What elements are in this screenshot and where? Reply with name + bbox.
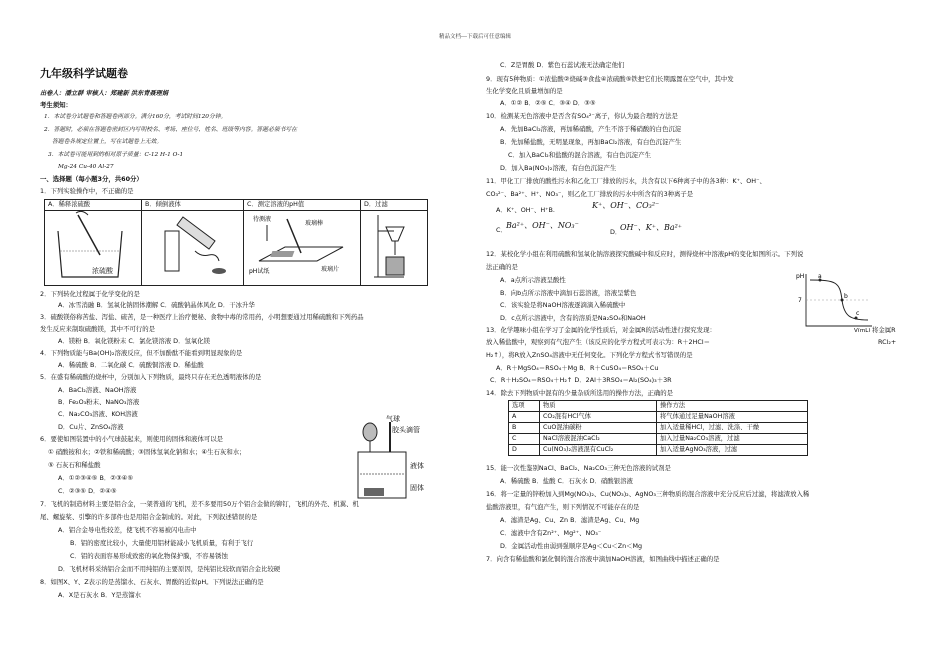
cell-substance: Cu(NO₃)₂溶液混有CuCl₂ bbox=[540, 445, 657, 456]
q6-stem: 6．要使如图装置中的小气球鼓起来，则使用的固体和液体可以是 bbox=[40, 435, 224, 443]
label-balloon: 气球 bbox=[386, 415, 400, 423]
q16-stem-a: 16．将一定量的锌粉加入到Mg(NO₃)₂、Cu(NO₃)₂、AgNO₃三种物质的混合溶液中充分反应后过滤，将滤渣放入稀 bbox=[486, 490, 810, 498]
table-row bbox=[509, 434, 808, 445]
notice-3b: Mg-24 Cu-40 Al-27 bbox=[58, 164, 114, 170]
q13-stem-a: 13．化学趣味小组在学习了金属的化学性质后，对金属R的活动性进行探究发现： bbox=[486, 326, 716, 334]
q14-stem: 14．除去下列物质中混有的少量杂质所选用的操作方法，正确的是 bbox=[486, 389, 674, 397]
q2-options: A．冰雪消融 B．氢氧化钠固体潮解 C．硫酸钠晶体风化 D．干冰升华 bbox=[58, 301, 255, 309]
q5-stem: 5．在盛有稀硫酸的烧杯中，分别加入下列物质，最终只存在无色透明液体的是 bbox=[40, 373, 262, 381]
cell-method: 将气体通过足量NaOH溶液 bbox=[657, 412, 808, 423]
ph-curve-graph bbox=[796, 270, 876, 332]
q13-stem-b: 放入稀盐酸中，观察到有气泡产生（该反应的化学方程式可表示为：R＋2HCl＝ bbox=[486, 338, 711, 346]
table-row bbox=[509, 412, 808, 423]
q17-stem: 7．向含有稀盐酸和氯化铜的混合溶液中滴加NaOH溶液，如图曲线中描述正确的是 bbox=[486, 555, 720, 563]
q12-option-d: D．c点所示溶液中，含有的溶质是Na₂SO₄和NaOH bbox=[500, 314, 646, 322]
q13-options-ab: A．R＋MgSO₄＝RSO₄＋Mg B．R＋CuSO₄＝RSO₄＋Cu bbox=[496, 364, 659, 372]
q12-option-b: B．向b点所示溶液中滴加石蕊溶液，溶液呈紫色 bbox=[500, 289, 637, 297]
q16-stem-b: 盐酸溶液里，有气泡产生，则下列情况不可能存在的是 bbox=[486, 503, 640, 511]
q9-stem-a: 9．现有5种物质：①浓盐酸②烧碱③食盐④浓硫酸⑤铁把它们长期露置在空气中，其中发 bbox=[486, 75, 734, 83]
q1-fig-c bbox=[244, 211, 361, 286]
exam-title: 九年级科学试题卷 bbox=[40, 67, 128, 80]
cell-substance: NaCl溶液混油CaCl₂ bbox=[540, 434, 657, 445]
q6-choices-1: ① 硝酸铵和水；②铁和稀硫酸；③固体氢氧化钠和水；④生石灰和水； bbox=[48, 448, 246, 456]
q3-stem-b: 发生反应来制取硫酸镁，其中不可行的是 bbox=[40, 325, 156, 333]
q8-options-2: C．Z是胃酸 D．紫色石蕊试液无法确定他们 bbox=[500, 61, 625, 69]
th-option: 选项 bbox=[509, 401, 540, 412]
page-header: 精品文档---下载后可任意编辑 bbox=[439, 34, 511, 40]
q1-cell-c: C．测定溶液的pH值 bbox=[244, 200, 361, 211]
q5-option-b: B．Fe₂O₃粉末、NaNO₃溶液 bbox=[58, 398, 140, 406]
q1-fig-d bbox=[361, 211, 428, 286]
cell-option: A bbox=[509, 412, 540, 423]
cell-substance: CuO混油碳粉 bbox=[540, 423, 657, 434]
q10-option-c: C．加入BaCl₂和盐酸的混合溶液，有白色沉淀产生 bbox=[508, 151, 651, 159]
y-mark-7: 7 bbox=[798, 297, 802, 304]
q15-options: A．稀硫酸 B．盐酸 C．石灰水 D．硝酸银溶液 bbox=[500, 477, 633, 485]
label-solid: 固体 bbox=[410, 484, 424, 492]
cell-substance: CO₂混有HCl气体 bbox=[540, 412, 657, 423]
notice-2b: 答题卷各规定位置上，写在试题卷上无效。 bbox=[52, 139, 163, 145]
beaker-dilution-illustration bbox=[48, 211, 138, 281]
q1-cell-d: D．过滤 bbox=[361, 200, 428, 211]
label-conc-sulfuric: 浓硫酸 bbox=[92, 267, 113, 275]
table-row bbox=[509, 423, 808, 434]
q7-stem-b: 尾、螺旋桨、引擎的许多部件也是用铝合金制成的。对此，下列叙述错误的是 bbox=[40, 513, 258, 521]
notice-3: 3．本试卷可能用到的相对原子质量：C-12 H-1 O-1 bbox=[48, 152, 184, 158]
author-line: 出卷人：潘立群 审核人：郑建新 洪东青聂理娟 bbox=[40, 90, 169, 97]
q11-option-d-label: D． bbox=[610, 228, 622, 236]
th-method: 操作方法 bbox=[657, 401, 808, 412]
q3-options: A．镁粉 B．氧化镁粉末 C．氯化镁溶液 D．氢氧化镁 bbox=[58, 337, 211, 345]
q10-option-b: B．先加稀盐酸，无明显现象，再加BaCl₂溶液，有白色沉淀产生 bbox=[500, 138, 682, 146]
q15-stem: 15．能一次性鉴别NaCl、BaCl₂、Na₂CO₃三种无色溶液的试剂是 bbox=[486, 464, 671, 472]
q16-option-c: C．滤液中含有Zn²⁺、Mg²⁺、NO₃⁻ bbox=[500, 529, 602, 537]
q5-option-a: A．BaCl₂溶液、NaOH溶液 bbox=[58, 386, 137, 394]
cell-option: D bbox=[509, 445, 540, 456]
q16-options-ab: A．滤渣是Ag、Cu、Zn B．滤渣是Ag、Cu、Mg bbox=[500, 516, 640, 524]
q1-cell-b: B．倾倒液体 bbox=[142, 200, 244, 211]
q11-stem-a: 11．甲化工厂排放的酸性污水和乙化工厂排放的污水，共含有以下6种离子中的各3种：K⁺、OH⁻、 bbox=[486, 177, 766, 185]
cell-method: 加入适量AgNO₃溶液，过滤 bbox=[657, 445, 808, 456]
q14-table bbox=[508, 400, 808, 456]
q6-options-2: C．②③⑤ D．②④⑤ bbox=[58, 487, 117, 495]
q11-option-c-label: C． bbox=[496, 226, 507, 234]
cell-method: 加入适量稀HCl，过滤、洗涤、干燥 bbox=[657, 423, 808, 434]
notice-heading: 考生须知： bbox=[40, 101, 72, 109]
q13-stem-c: H₂↑），将R放入ZnSO₄溶液中无任何变化。下列化学方程式书写错误的是 bbox=[486, 351, 693, 359]
q9-options: A．①② B．②⑤ C．③④ D．③⑤ bbox=[500, 99, 596, 107]
y-axis-label: pH bbox=[796, 273, 805, 280]
label-glass-plate: 玻璃片 bbox=[321, 266, 340, 273]
q1-fig-b bbox=[142, 211, 244, 286]
filtration-illustration bbox=[364, 211, 424, 281]
q4-stem: 4．下列物质能与Ba(OH)₂溶液反应，但不加酚酞不能看到明显现象的是 bbox=[40, 349, 243, 357]
q6-choices-2: ⑤ 石灰石和稀盐酸 bbox=[48, 461, 101, 469]
q11-option-c-math: Ba²⁺、OH⁻、NO₃⁻ bbox=[506, 221, 579, 230]
q7-option-d: D．飞机材料采纳铝合金而不用纯铝的主要原因，是纯铝比较软而铝合金比较硬 bbox=[58, 565, 281, 573]
q10-stem: 10．检测某无色溶液中是否含有SO₄²⁻离子，你认为最合理的方法是 bbox=[486, 112, 678, 120]
cell-method: 加入过量Na₂CO₃溶液，过滤 bbox=[657, 434, 808, 445]
q11-option-b-math: K⁺、OH⁻、CO₃²⁻ bbox=[592, 201, 660, 210]
q10-option-d: D．加入Ba(NO₃)₂溶液，有白色沉淀产生 bbox=[500, 164, 617, 172]
pouring-liquid-illustration bbox=[145, 211, 240, 281]
ph-test-illustration bbox=[247, 211, 357, 281]
label-dropper: 胶头滴管 bbox=[392, 426, 420, 434]
table-header-row bbox=[509, 401, 808, 412]
q11-option-d-math: OH⁻、K⁺、Ba²⁺ bbox=[620, 223, 683, 232]
q12-option-c: C．该实验是将NaOH溶液逐滴滴入稀硫酸中 bbox=[500, 301, 626, 309]
q1-cell-a: A．稀释浓硫酸 bbox=[45, 200, 142, 211]
notice-2a: 2．答题时，必须在答题卷密封区内写明校名、考场、座位号、姓名、班级等内容。答题必须书写在 bbox=[44, 127, 297, 133]
q13-stem-a2: 将金属R bbox=[872, 326, 896, 334]
q1-figure-table bbox=[44, 199, 428, 286]
q1-fig-a bbox=[45, 211, 142, 286]
q5-option-c: C．Na₂CO₃溶液、KOH溶液 bbox=[58, 410, 138, 418]
label-glass-rod: 玻璃棒 bbox=[305, 220, 324, 227]
q2-stem: 2．下列转化过程属于化学变化的是 bbox=[40, 290, 140, 298]
x-axis-label: V(mL) bbox=[854, 328, 871, 332]
cell-option: B bbox=[509, 423, 540, 434]
th-substance: 物质 bbox=[540, 401, 657, 412]
section-1-heading: 一、选择题（每小题3分，共60分） bbox=[40, 175, 143, 183]
q10-option-a: A．先加BaCl₂溶液，再加稀硝酸，产生不溶于稀硝酸的白色沉淀 bbox=[500, 125, 682, 133]
q7-option-b: B．铝的密度比较小，大量使用铝材能减小飞机质量，有利于飞行 bbox=[70, 539, 254, 547]
point-c: c bbox=[856, 310, 860, 317]
q6-options: A．①②③④⑤ B．②③④⑤ bbox=[58, 474, 134, 482]
label-ph-paper: pH试纸 bbox=[249, 268, 270, 275]
q16-option-d: D．金属活动性由弱到强顺序是Ag＜Cu＜Zn＜Mg bbox=[500, 542, 643, 550]
q8-options: A．X是石灰水 B．Y是蒸馏水 bbox=[58, 591, 141, 599]
point-b: b bbox=[844, 293, 848, 300]
q11-option-a: A．K⁺、OH⁻、H⁺B. bbox=[496, 206, 555, 214]
q4-options: A．稀硫酸 B．二氧化碳 C．硫酸铜溶液 D．稀盐酸 bbox=[58, 361, 204, 369]
q3-stem-a: 3．硫酸镁俗称苦盐、泻盐、硫苦，是一种医疗上治疗便秘、食物中毒的常用药，小明想要通过用稀硫酸和下列药品 bbox=[40, 313, 364, 321]
table-row bbox=[509, 445, 808, 456]
q9-stem-b: 生化学变化且质量增加的是 bbox=[486, 87, 563, 95]
q11-stem-b: CO₃²⁻、Ba²⁺、H⁺、NO₃⁻，则乙化工厂排放的污水中所含有的3种离子是 bbox=[486, 190, 694, 198]
label-test-liquid: 待测液 bbox=[253, 216, 272, 223]
q12-stem-a: 12．某校化学小组在利用硫酸和氢氧化钠溶液探究酸碱中和反应时，测得烧杯中溶液pH的变化如图所示。下列说 bbox=[486, 250, 804, 258]
q8-stem: 8．如图X、Y、Z表示的是蒸馏水、石灰水、胃酸的近似pH。下列说法正确的是 bbox=[40, 578, 264, 586]
q12-stem-b: 法正确的是 bbox=[486, 263, 518, 271]
q7-stem-a: 7．飞机的制造材料主要是铝合金，一架普通的飞机，差不多要用50万个铝合金做的铆钉，飞机的外壳、机翼、机 bbox=[40, 500, 359, 508]
label-liquid: 液体 bbox=[410, 462, 424, 470]
q13-stem-b2: RCl₂+ bbox=[878, 338, 897, 346]
q12-option-a: A．a点所示溶液呈酸性 bbox=[500, 276, 566, 284]
notice-1: 1．本试卷分试题卷和答题卷两部分。满分160分，考试时间120分钟。 bbox=[44, 114, 227, 120]
q13-options-cd: C．R＋H₂SO₄＝RSO₄＋H₂↑ D．2Al＋3RSO₄＝Al₂(SO₄)₃＋3R bbox=[490, 376, 672, 384]
balloon-apparatus-illustration bbox=[340, 412, 440, 502]
q7-option-a: A．铝合金导电性较差，使飞机不容易被闪电击中 bbox=[58, 526, 197, 534]
cell-option: C bbox=[509, 434, 540, 445]
q1-stem: 1．下列实验操作中，不正确的是 bbox=[40, 187, 134, 195]
q7-option-c: C．铝的表面容易形成致密的氧化物保护膜，不容易锈蚀 bbox=[70, 552, 228, 560]
point-a: a bbox=[818, 273, 822, 280]
q5-option-d: D．Cu片、ZnSO₄溶液 bbox=[58, 423, 124, 431]
